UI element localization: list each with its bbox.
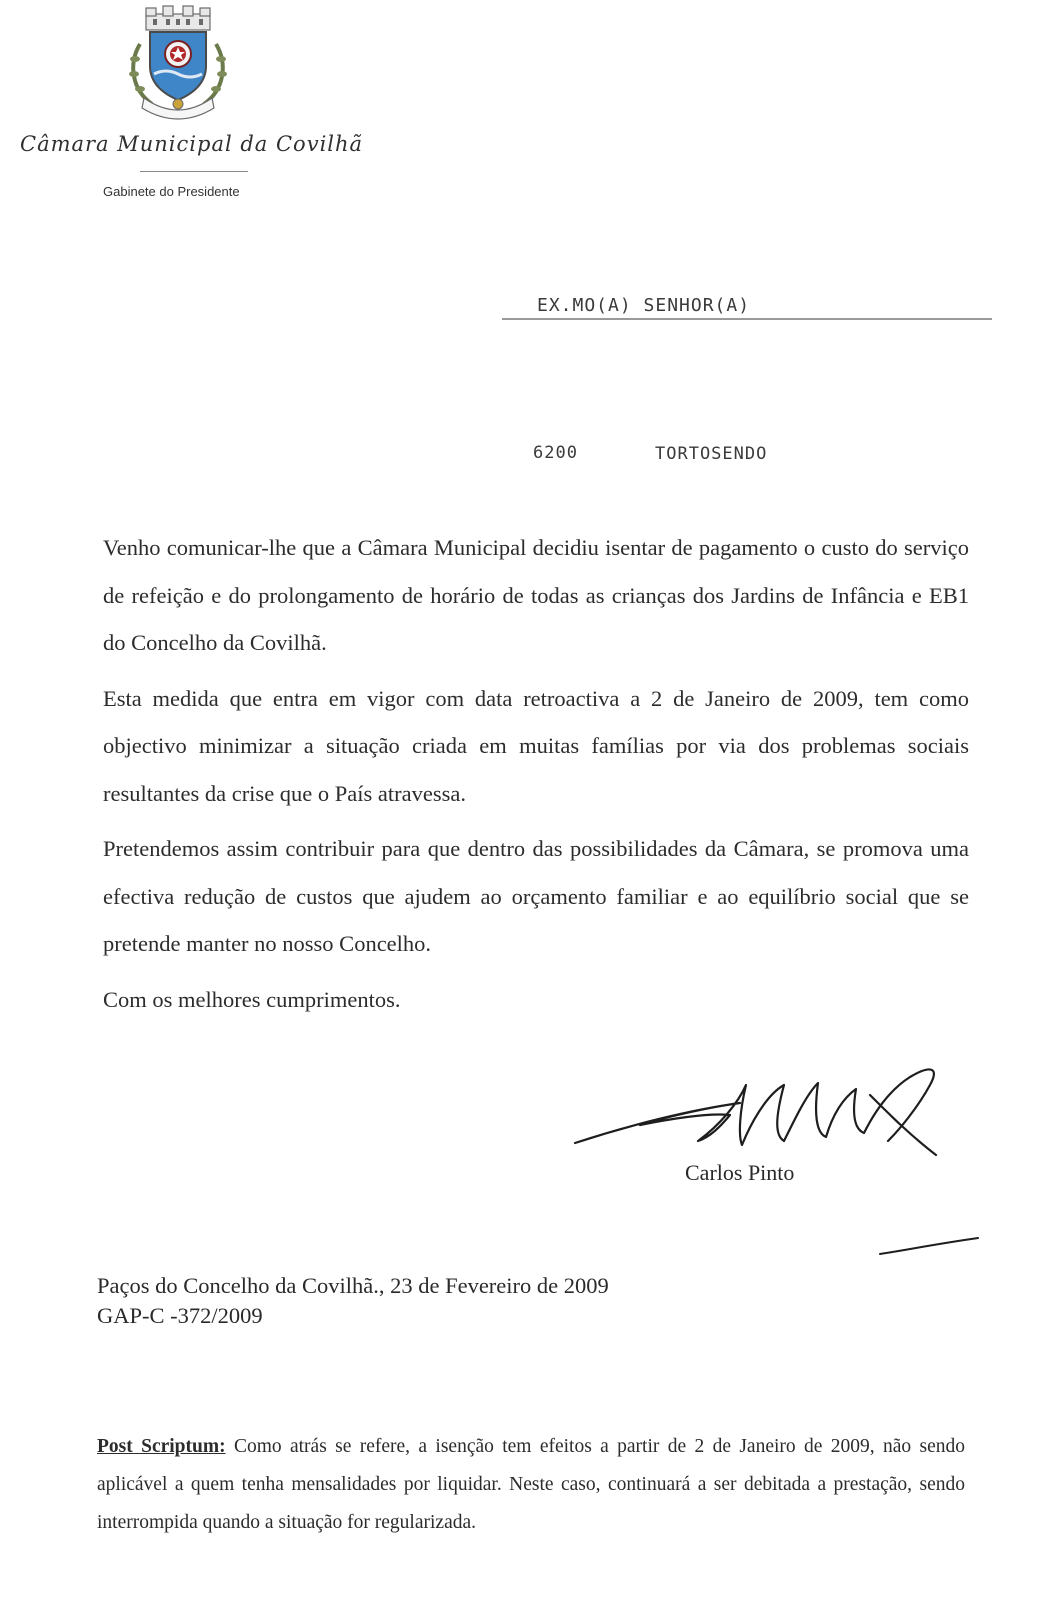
letter-body <box>103 524 969 1031</box>
postal-code: 6200 <box>533 443 578 463</box>
address-underline <box>502 318 992 320</box>
signatory-name: Carlos Pinto <box>685 1160 795 1185</box>
document-reference: GAP-C -372/2009 <box>97 1303 263 1328</box>
body-paragraph: Venho comunicar-lhe que a Câmara Municipal decidiu isentar de pagamento o custo do serviço de refeição e do prolongamento de horário de todas as crianças dos Jardins de Infância e EB1 do Concelho da Covilhã. <box>103 535 969 655</box>
post-scriptum-label: Post Scriptum: <box>97 1436 226 1457</box>
municipal-crest-logo <box>118 4 238 122</box>
addressee-line: EX.MO(A) SENHOR(A) <box>537 295 751 316</box>
post-scriptum-text: Como atrás se refere, a isenção tem efeitos a partir de 2 de Janeiro de 2009, não sendo aplicável a quem tenha mensalidades por liquidar. Neste caso, continuará a ser debitada a prestação, sendo interrompida quando a situação for regularizada. <box>97 1436 965 1533</box>
body-paragraph: Esta medida que entra em vigor com data retroactiva a 2 de Janeiro de 2009, tem como objectivo minimizar a situação criada em muitas famílias por via dos problemas sociais resultantes da crise que o País atravessa. <box>103 685 969 806</box>
pen-stroke-mark <box>876 1234 982 1264</box>
closing-salutation: Com os melhores cumprimentos. <box>103 986 401 1012</box>
municipality-name: Câmara Municipal da Covilhã <box>20 132 364 156</box>
place-and-date: Paços do Concelho da Covilhã., 23 de Fevereiro de 2009 <box>97 1273 609 1298</box>
locality: TORTOSENDO <box>655 444 768 464</box>
header-divider <box>140 171 248 172</box>
handwritten-signature <box>570 1055 950 1175</box>
post-scriptum <box>97 1428 965 1542</box>
body-paragraph: Pretendemos assim contribuir para que dentro das possibilidades da Câmara, se promova uma efectiva redução de custos que ajudem ao orçamento familiar e ao equilíbrio social que se pretende manter no nosso Concelho. <box>103 836 969 956</box>
office-name: Gabinete do Presidente <box>103 184 240 199</box>
